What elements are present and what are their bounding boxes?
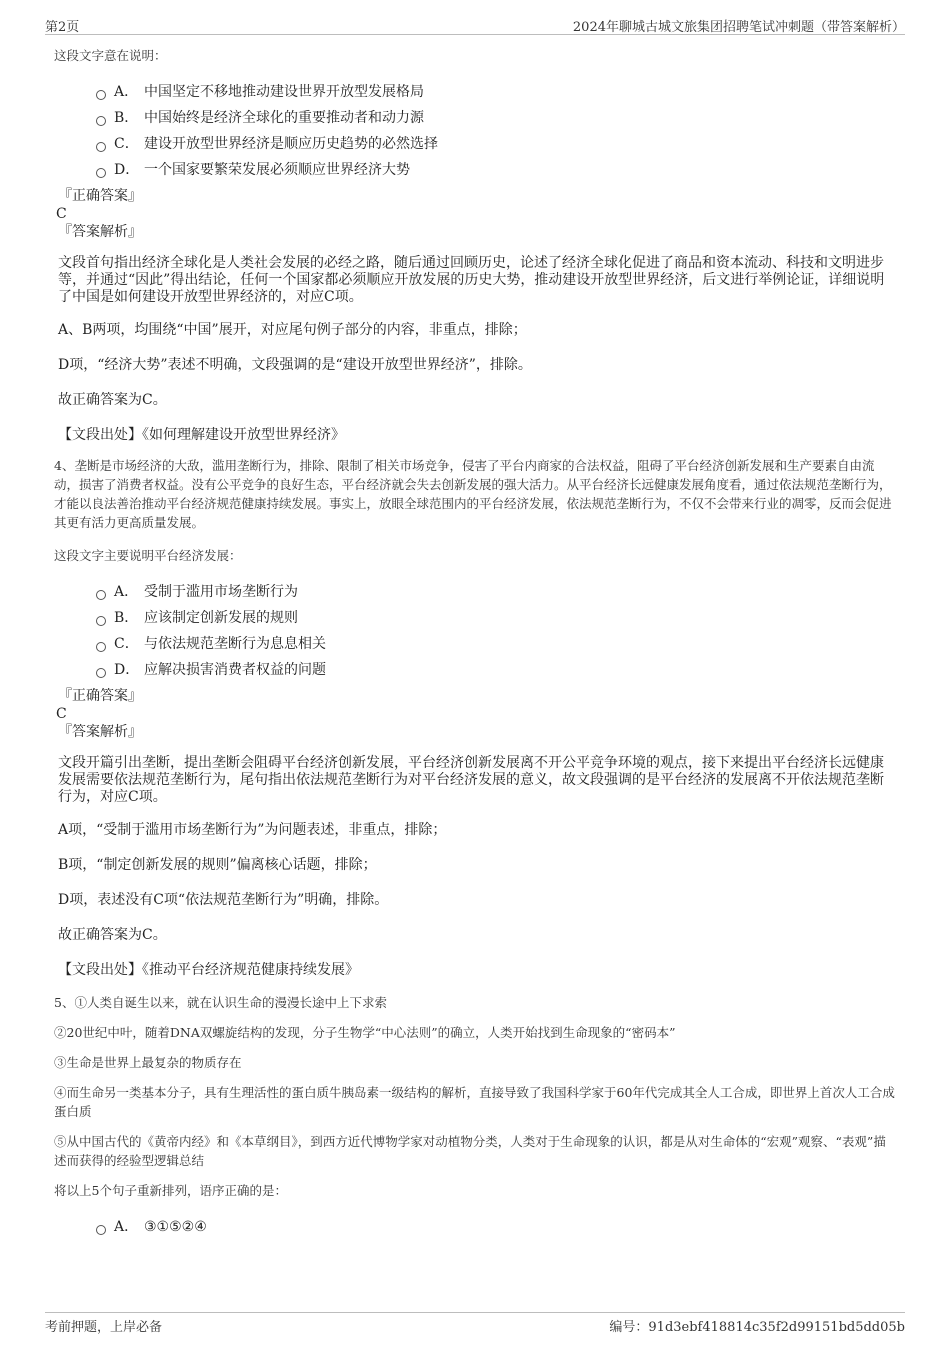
q4-analysis-a: A项，“受制于滥用市场垄断行为”为问题表述，非重点，排除； [58,822,447,838]
q4-options [54,579,896,683]
q3-answer-label: 『正确答案』 [58,188,142,204]
radio-icon[interactable] [96,642,106,652]
q4-stem: 4、垄断是市场经济的大敌，滥用垄断行为，排除、限制了相关市场竞争，侵害了平台内商家的合法权益，阻碍了平台经济创新发展和生产要素自由流动，损害了消费者权益。没有公平竞争的良好生态，平台经济就会失去创新发展的强大活力。从平台经济长远健康发展角度看，通过依法规范垄断行为，才能以良法善治推动平台经济规范健康持续发展。事实上，放眼全球范围内的平台经济发展，依法规范垄断行为，不仅不会带来行业的凋零，反而会促进其更有活力更高质量发展。 [54,458,892,530]
q4-question: 这段文字主要说明平台经济发展： [54,548,242,563]
q4-analysis-d: D项，表述没有C项“依法规范垄断行为”明确，排除。 [58,892,389,908]
page-header [45,14,905,35]
radio-icon[interactable] [96,116,106,126]
q4-analysis-main: 文段开篇引出垄断，提出垄断会阻碍平台经济创新发展，平台经济创新发展离不开公平竞争环境的观点，接下来提出平台经济长远健康发展需要依法规范垄断行为，尾句指出依法规范垄断行为对平台经济发展的意义，故文段强调的是平台经济的发展离不开依法规范垄断行为，对应C项。 [58,755,884,805]
q3-option-b[interactable]: B． 中国始终是经济全球化的重要推动者和动力源 [96,105,896,131]
radio-icon[interactable] [96,142,106,152]
radio-icon[interactable] [96,616,106,626]
q5-options [54,1214,896,1240]
q3-options [54,79,896,183]
q4-option-c[interactable]: C． 与依法规范垄断行为息息相关 [96,631,896,657]
q4-analysis-label: 『答案解析』 [58,724,142,740]
q5-sentence-5: ⑤从中国古代的《黄帝内经》和《本草纲目》，到西方近代博物学家对动植物分类，人类对于生命现象的认识，都是从对生命体的“宏观”观察、“表观”描述而获得的经验型逻辑总结 [54,1134,886,1168]
q3-option-a[interactable]: A． 中国坚定不移地推动建设世界开放型发展格局 [96,79,896,105]
document-title: 2024年聊城古城文旅集团招聘笔试冲刺题（带答案解析） [572,20,905,35]
q3-answer: C [56,206,67,222]
q3-source: 【文段出处】《如何理解建设开放型世界经济》 [58,427,345,443]
q4-analysis-b: B项，“制定创新发展的规则”偏离核心话题，排除； [58,857,377,873]
q4-option-b[interactable]: B． 应该制定创新发展的规则 [96,605,896,631]
page-footer [45,1312,905,1337]
q4-analysis-conclusion: 故正确答案为C。 [58,927,167,943]
q5-sentence-1: 5、①人类自诞生以来，就在认识生命的漫漫长途中上下求索 [54,995,387,1010]
q3-stem: 这段文字意在说明： [54,48,167,63]
q3-analysis-conclusion: 故正确答案为C。 [58,392,167,408]
q5-question: 将以上5个句子重新排列，语序正确的是： [54,1183,287,1198]
document-id: 编号：91d3ebf418814c35f2d99151bd5dd05b [609,1320,905,1335]
radio-icon[interactable] [96,168,106,178]
q4-option-d[interactable]: D． 应解决损害消费者权益的问题 [96,657,896,683]
radio-icon[interactable] [96,90,106,100]
radio-icon[interactable] [96,668,106,678]
q4-answer-label: 『正确答案』 [58,688,142,704]
page-number: 第2页 [45,20,80,35]
q4-source: 【文段出处】《推动平台经济规范健康持续发展》 [58,962,359,978]
page-content [54,46,896,1240]
radio-icon[interactable] [96,590,106,600]
q3-analysis-d: D项，“经济大势”表述不明确，文段强调的是“建设开放型世界经济”，排除。 [58,357,532,373]
q3-analysis-ab: A、B两项，均围绕“中国”展开，对应尾句例子部分的内容，非重点，排除； [58,322,527,338]
q5-sentence-4: ④而生命另一类基本分子，具有生理活性的蛋白质牛胰岛素一级结构的解析，直接导致了我国科学家于60年代完成其全人工合成，即世界上首次人工合成蛋白质 [54,1085,895,1119]
q5-sentence-2: ②20世纪中叶，随着DNA双螺旋结构的发现，分子生物学“中心法则”的确立，人类开始找到生命现象的“密码本” [54,1025,676,1040]
q3-analysis-label: 『答案解析』 [58,224,142,240]
q5-option-a[interactable]: A． ③①⑤②④ [96,1214,896,1240]
footer-slogan: 考前押题，上岸必备 [45,1320,163,1335]
q3-analysis-main: 文段首句指出经济全球化是人类社会发展的必经之路，随后通过回顾历史，论述了经济全球化促进了商品和资本流动、科技和文明进步等，并通过“因此”得出结论，任何一个国家都必须顺应开放发展的历史大势，推动建设开放型世界经济，后文进行举例论证，详细说明了中国是如何建设开放型世界经济的，对应C项。 [58,255,885,305]
q4-answer: C [56,706,67,722]
radio-icon[interactable] [96,1225,106,1235]
q3-option-c[interactable]: C． 建设开放型世界经济是顺应历史趋势的必然选择 [96,131,896,157]
q5-sentence-3: ③生命是世界上最复杂的物质存在 [54,1055,242,1070]
q4-option-a[interactable]: A． 受制于滥用市场垄断行为 [96,579,896,605]
q3-option-d[interactable]: D． 一个国家要繁荣发展必须顺应世界经济大势 [96,157,896,183]
